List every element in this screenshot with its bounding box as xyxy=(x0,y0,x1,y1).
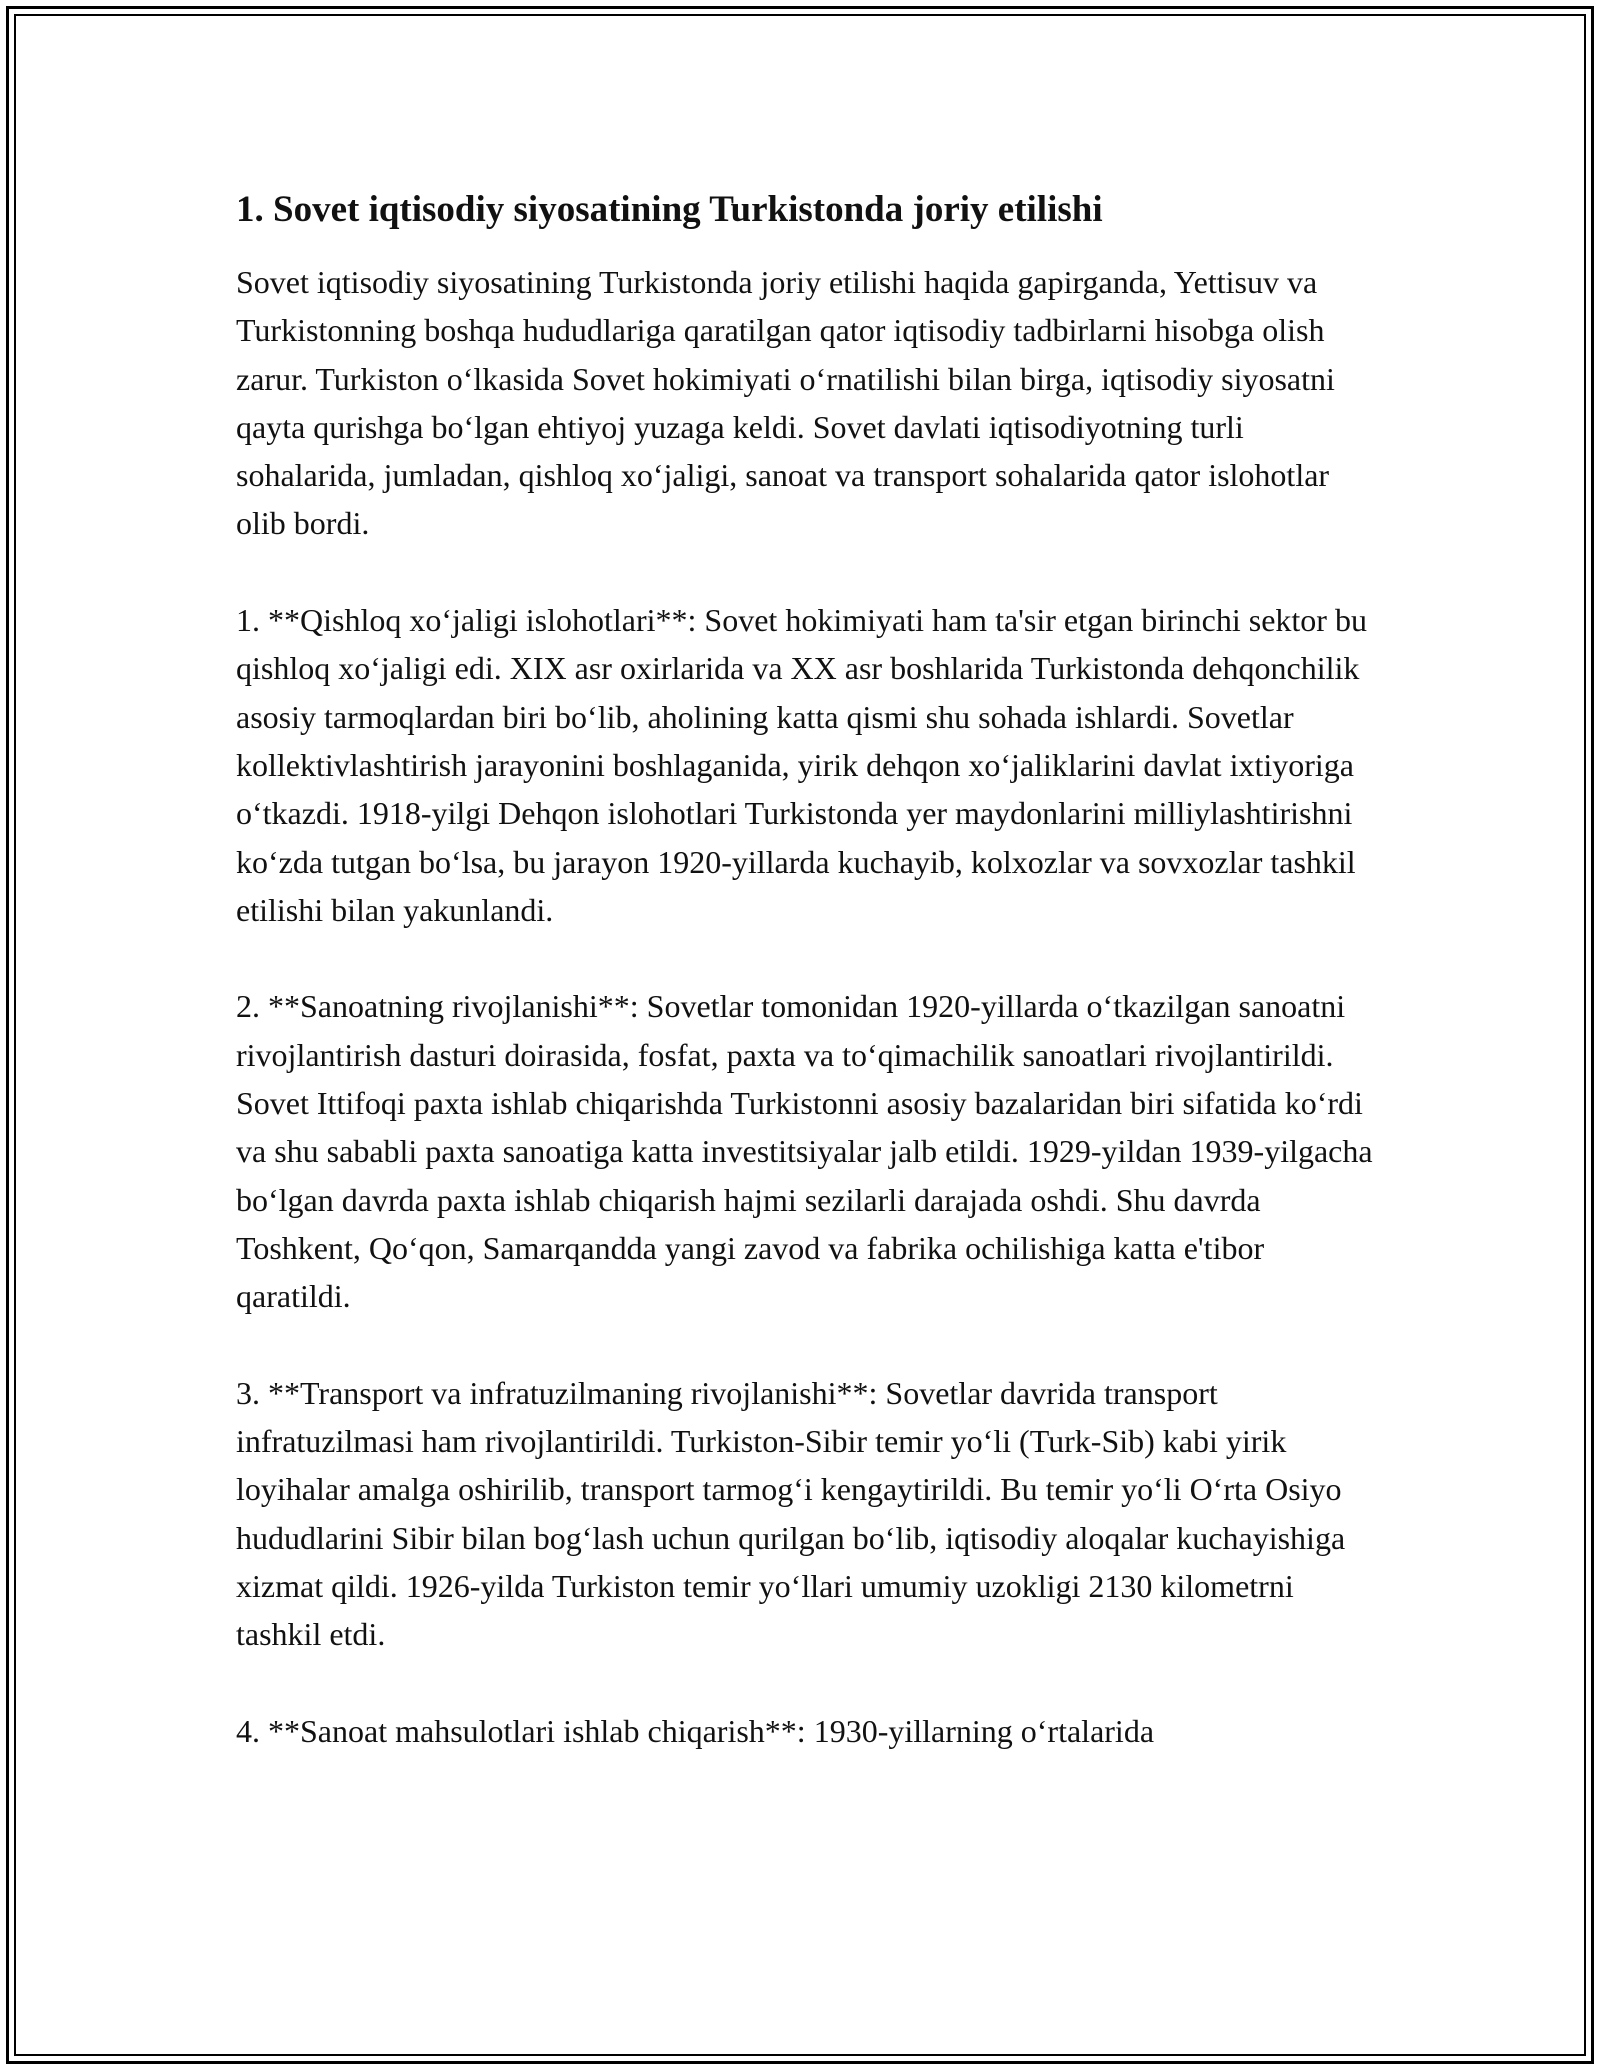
paragraph-intro: Sovet iqtisodiy siyosatining Turkistonda joriy etilishi haqida gapirganda, Yettisuv va Turkistonning boshqa hududlariga qaratilgan qator iqtisodiy tadbirlarni hisobga olish zarur. Turkiston oʻlkasida Sovet hokimiyati oʻrnatilishi bilan birga, iqtisodiy siyosatni qayta qurishga boʻlgan ehtiyoj yuzaga keldi. Sovet davlati iqtisodiyotning turli sohalarida, jumladan, qishloq xoʻjaligi, sanoat va transport sohalarida qator islohotlar olib bordi. xyxy=(236,264,1335,542)
paragraph-industry: 2. **Sanoatning rivojlanishi**: Sovetlar tomonidan 1920-yillarda oʻtkazilgan sanoatni rivojlantirish dasturi doirasida, fosfat, paxta va toʻqimachilik sanoatlari rivojlantirildi. Sovet Ittifoqi paxta ishlab chiqarishda Turkistonni asosiy bazalaridan biri sifatida koʻrdi va shu sababli paxta sanoatiga katta investitsiyalar jalb etildi. 1929-yildan 1939-yilgacha boʻlgan davrda paxta ishlab chiqarish hajmi sezilarli darajada oshdi. Shu davrda Toshkent, Qoʻqon, Samarqandda yangi zavod va fabrika ochilishiga katta e'tibor qaratildi. xyxy=(236,988,1373,1315)
document-body xyxy=(236,186,1386,1755)
paragraph-industrial-products: 4. **Sanoat mahsulotlari ishlab chiqarish**: 1930-yillarning oʻrtalarida xyxy=(236,1712,1155,1749)
section-title: 1. Sovet iqtisodiy siyosatining Turkistonda joriy etilishi xyxy=(236,189,1103,230)
paragraph-agriculture: 1. **Qishloq xoʻjaligi islohotlari**: Sovet hokimiyati ham ta'sir etgan birinchi sektor bu qishloq xoʻjaligi edi. XIX asr oxirlarida va XX asr boshlarida Turkistonda dehqonchilik asosiy tarmoqlardan biri boʻlib, aholining katta qismi shu sohada ishlardi. Sovetlar kollektivlashtirish jarayonini boshlaganida, yirik dehqon xoʻjaliklarini davlat ixtiyoriga oʻtkazdi. 1918-yilgi Dehqon islohotlari Turkistonda yer maydonlarini milliylashtirishni koʻzda tutgan boʻlsa, bu jarayon 1920-yillarda kuchayib, kolxozlar va sovxozlar tashkil etilishi bilan yakunlandi. xyxy=(236,602,1367,928)
paragraph-transport: 3. **Transport va infratuzilmaning rivojlanishi**: Sovetlar davrida transport infratuzilmasi ham rivojlantirildi. Turkiston-Sibir temir yoʻli (Turk-Sib) kabi yirik loyihalar amalga oshirilib, transport tarmogʻi kengaytirildi. Bu temir yoʻli Oʻrta Osiyo hududlarini Sibir bilan bogʻlash uchun qurilgan boʻlib, iqtisodiy aloqalar kuchayishiga xizmat qildi. 1926-yilda Turkiston temir yoʻllari umumiy uzokligi 2130 kilometrni tashkil etdi. xyxy=(236,1374,1346,1653)
